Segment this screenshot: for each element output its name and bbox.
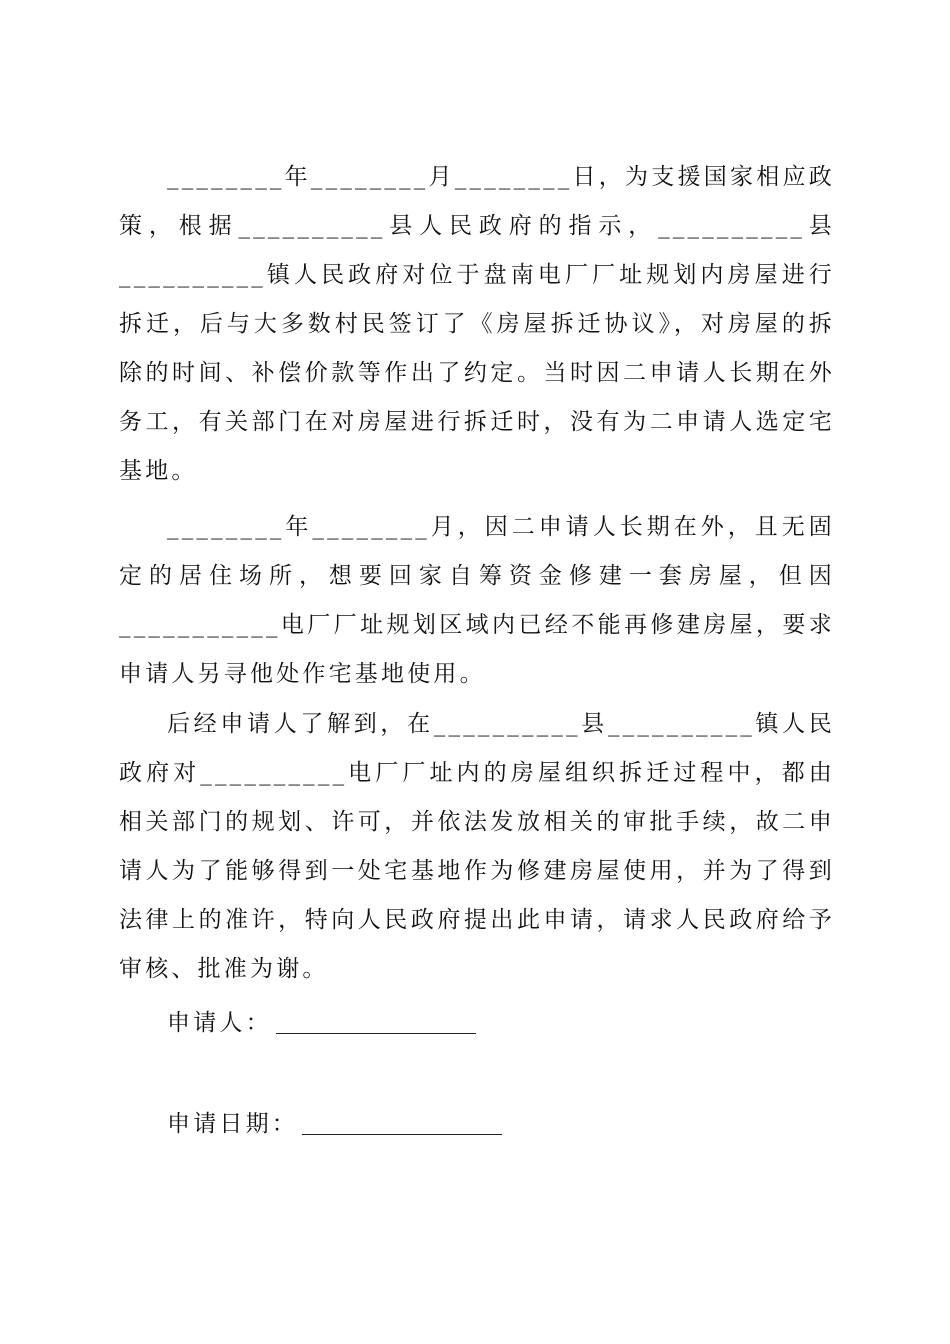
paragraph-application: 后经申请人了解到，在__________县__________镇人民政府对__________电厂厂址内的房屋组织拆迁过程中，都由相关部门的规划、许可，并依法发放相关的审批手续，故二申请人为了能够得到一处宅基地作为修建房屋使用，并为了得到法律上的准许，特向人民政府提出此申请，请求人民政府给予审核、批准为谢。 bbox=[119, 711, 835, 982]
date-signature-line bbox=[167, 1104, 502, 1144]
paragraph-request-reason: ________年________月，因二申请人长期在外，且无固定的居住场所，想要回家自筹资金修建一套房屋，但因___________电厂厂址规划区域内已经不能再修建房屋，要求申请人另寻他处作宅基地使用。 bbox=[119, 514, 835, 687]
date-label: 申请日期： bbox=[167, 1111, 298, 1137]
paragraph-background: ________年________月________日，为支援国家相应政策，根据__________县人民政府的指示，__________县__________镇人民政府对位于盘南电厂厂址规划内房屋进行拆迁，后与大多数村民签订了《房屋拆迁协议》，对房屋的拆除的时间、补偿价款等作出了约定。当时因二申请人长期在外务工，有关部门在对房屋进行拆迁时，没有为二申请人选定宅基地。 bbox=[119, 164, 835, 484]
date-blank bbox=[302, 1110, 502, 1135]
applicant-blank bbox=[276, 1009, 476, 1034]
applicant-signature-line bbox=[167, 1003, 476, 1043]
applicant-label: 申请人： bbox=[167, 1010, 272, 1036]
